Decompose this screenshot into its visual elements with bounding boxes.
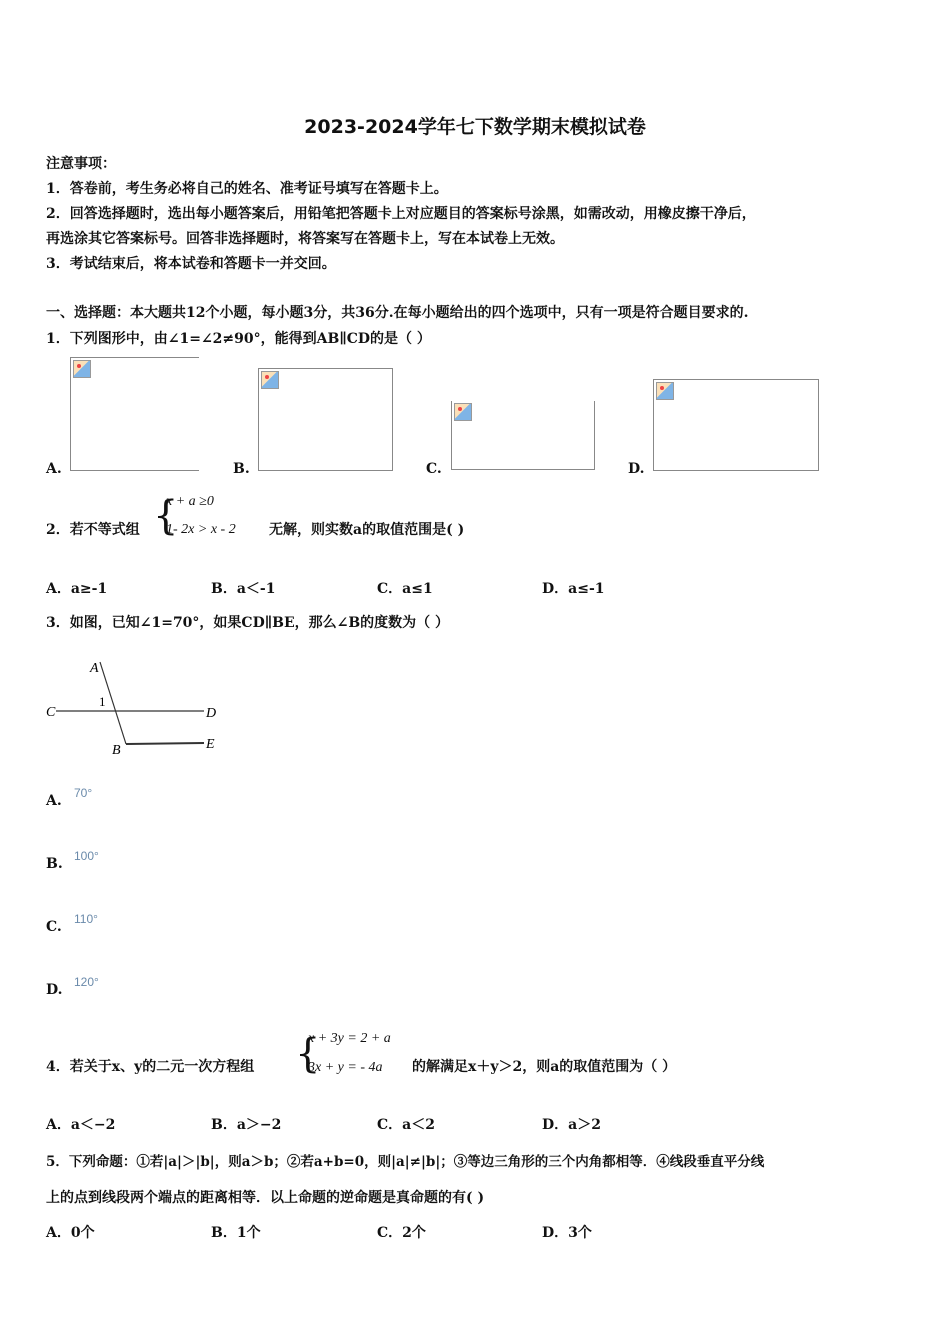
q3-letter-b: B. (46, 856, 63, 872)
q3-value-c: 110° (74, 912, 98, 926)
q5-option-b: B．1个 (211, 1225, 261, 1241)
q2-prefix: 2．若不等式组 (46, 522, 140, 538)
q2-suffix: 无解，则实数a的取值范围是( ) (269, 522, 465, 538)
section-heading: 一、选择题：本大题共12个小题，每小题3分，共36分.在每小题给出的四个选项中，只有一项是符合题目要求的. (46, 305, 749, 321)
q5-option-d: D．3个 (542, 1225, 592, 1241)
line-be (126, 743, 204, 744)
q4-eq-2: 3x + y = - 4a (308, 1060, 383, 1075)
q4-option-d: D．a＞2 (542, 1117, 601, 1133)
q5-stem-line-1: 5．下列命题：①若|a|＞|b|，则a＞b；②若a+b=0，则|a|≠|b|；③等边三角形的三个内角都相等．④线段垂直平分线 (46, 1154, 765, 1170)
q3-letter-c: C. (46, 919, 62, 935)
q2-option-d: D．a≤-1 (542, 581, 605, 597)
q5-option-c: C．2个 (377, 1225, 426, 1241)
notice-item-2b: 再选涂其它答案标号。回答非选择题时，将答案写在答题卡上，写在本试卷上无效。 (46, 231, 564, 247)
q4-suffix: 的解满足x＋y＞2，则a的取值范围为（ ） (412, 1059, 677, 1075)
q3-value-a: 70° (74, 786, 93, 800)
q2-option-c: C．a≤1 (377, 581, 433, 597)
q1-stem: 1．下列图形中，由∠1=∠2≠90°，能得到AB∥CD的是（ ） (46, 331, 431, 347)
broken-image-icon (454, 403, 472, 421)
q1-label-b: B. (233, 461, 250, 477)
q2-option-b: B．a＜-1 (211, 581, 276, 597)
q3-letter-d: D. (46, 982, 63, 998)
notice-item-2a: 2．回答选择题时，选出每小题答案后，用铅笔把答题卡上对应题目的答案标号涂黑，如需改动，用橡皮擦干净后， (46, 206, 756, 222)
label-a: A (90, 661, 99, 676)
label-1: 1 (99, 694, 106, 709)
broken-image-icon (73, 360, 91, 378)
q4-prefix: 4．若关于x、y的二元一次方程组 (46, 1059, 255, 1075)
q4-brace: { (295, 1031, 321, 1077)
q3-value-b: 100° (74, 849, 99, 863)
notice-heading: 注意事项： (46, 156, 116, 172)
q4-option-a: A．a＜−2 (46, 1117, 116, 1133)
q3-stem: 3．如图，已知∠1=70°，如果CD∥BE，那么∠B的度数为（ ） (46, 615, 450, 631)
q1-label-a: A. (46, 461, 62, 477)
q2-ineq-1: x + a ≥0 (166, 494, 214, 509)
q3-value-d: 120° (74, 975, 99, 989)
label-d: D (206, 706, 217, 721)
notice-item-3: 3．考试结束后，将本试卷和答题卡一并交回。 (46, 256, 336, 272)
notice-item-1: 1．答卷前，考生务必将自己的姓名、准考证号填写在答题卡上。 (46, 181, 448, 197)
q1-label-d: D. (628, 461, 645, 477)
q1-figure-b (258, 368, 393, 471)
q2-brace: { (153, 493, 179, 539)
label-e: E (206, 737, 215, 752)
q1-label-c: C. (426, 461, 442, 477)
broken-image-icon (261, 371, 279, 389)
q2-ineq-2: 1- 2x > x - 2 (166, 522, 236, 537)
q3-letter-a: A. (46, 793, 62, 809)
q4-option-b: B．a＞−2 (211, 1117, 282, 1133)
broken-image-icon (656, 382, 674, 400)
label-b: B (112, 743, 121, 758)
q5-option-a: A．0个 (46, 1225, 95, 1241)
q1-figure-d (653, 379, 819, 471)
q4-eq-1: x + 3y = 2 + a (308, 1031, 391, 1046)
q5-stem-line-2: 上的点到线段两个端点的距离相等．以上命题的逆命题是真命题的有( ) (46, 1190, 485, 1206)
label-c: C (46, 705, 56, 720)
q2-option-a: A．a≥-1 (46, 581, 108, 597)
q1-figure-a (70, 357, 199, 471)
page-title: 2023-2024学年七下数学期末模拟试卷 (304, 116, 646, 138)
q4-option-c: C．a＜2 (377, 1117, 435, 1133)
q1-figure-c (451, 401, 595, 470)
q3-figure (44, 652, 234, 762)
